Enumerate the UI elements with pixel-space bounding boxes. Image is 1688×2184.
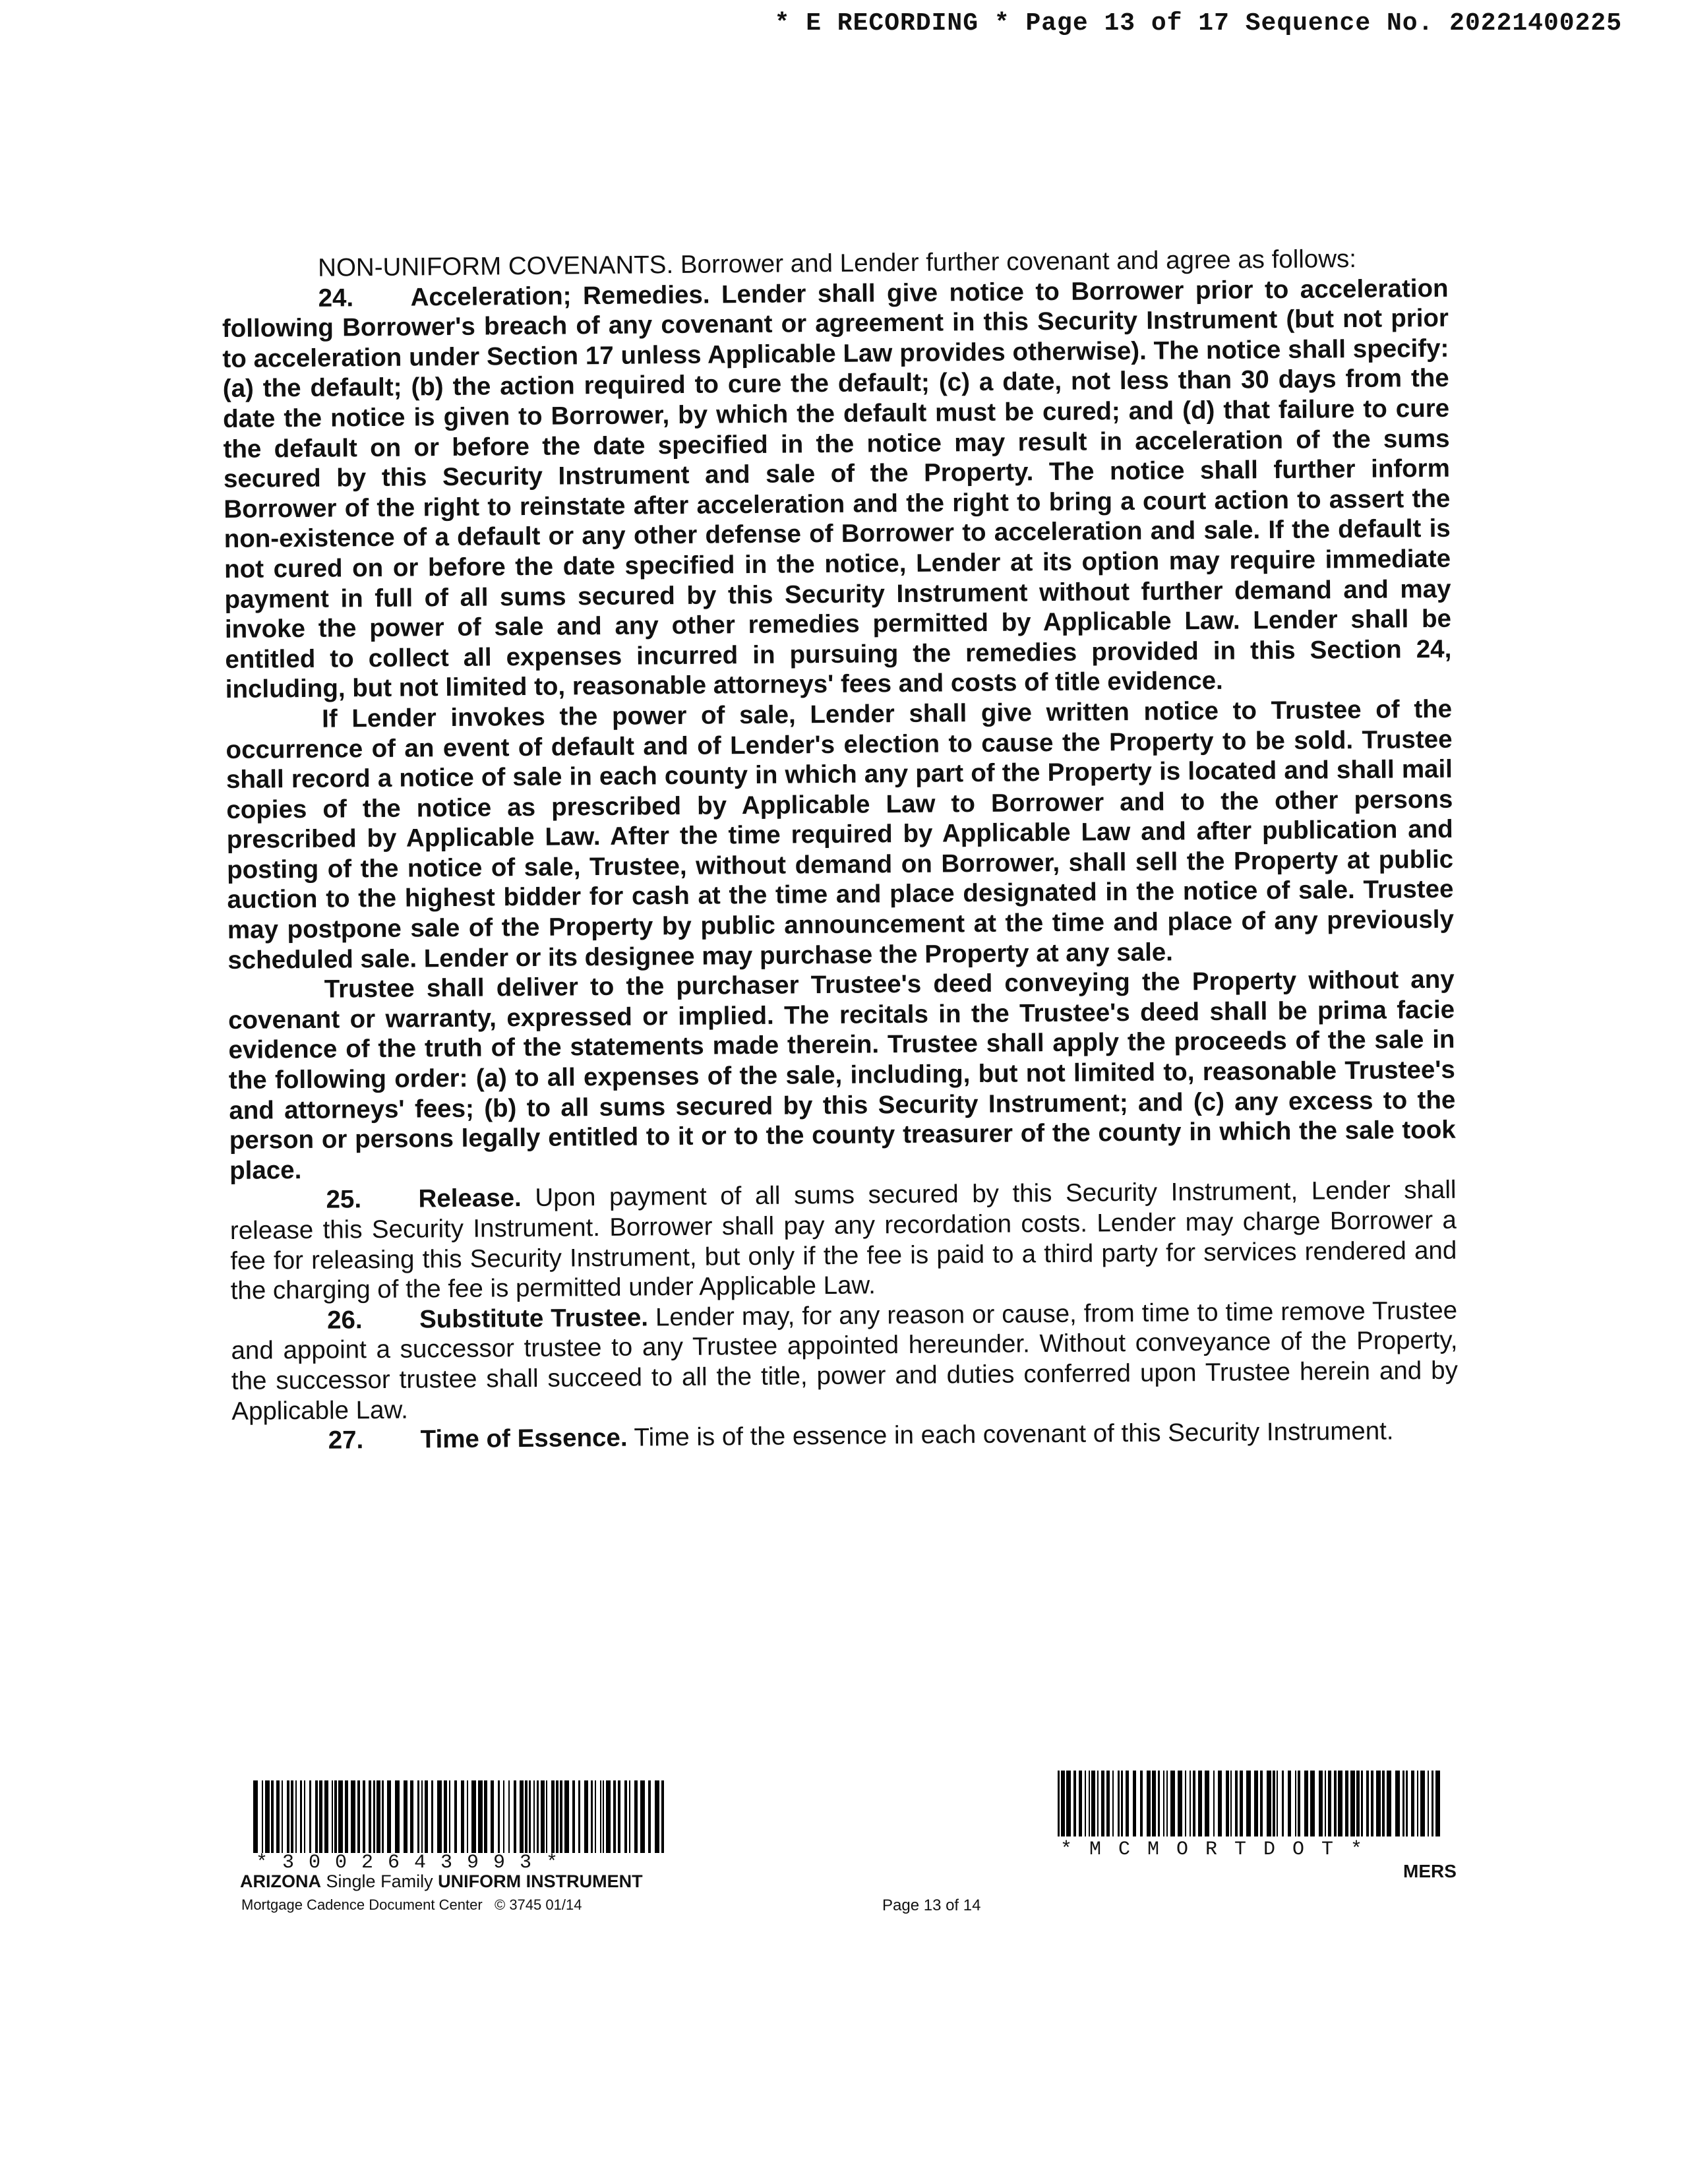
barcode-bar xyxy=(556,1780,558,1853)
form-type: Single Family xyxy=(326,1871,433,1891)
barcode-bar xyxy=(1361,1771,1363,1836)
barcode-bar xyxy=(1338,1771,1342,1836)
barcode-bar xyxy=(1435,1771,1440,1836)
barcode-bar xyxy=(634,1780,638,1853)
form-instrument: UNIFORM INSTRUMENT xyxy=(438,1871,643,1891)
barcode-bar xyxy=(1298,1771,1300,1836)
barcode-bar xyxy=(1295,1771,1296,1836)
barcode-bar xyxy=(271,1780,274,1853)
barcode-bar xyxy=(1193,1771,1195,1836)
barcode-bar xyxy=(537,1780,539,1853)
recording-header: * E RECORDING * Page 13 of 17 Sequence No. 20221400225 xyxy=(774,9,1622,38)
barcode-bar xyxy=(629,1780,630,1853)
barcode-bar xyxy=(357,1780,360,1853)
section-26-text: Lender may, for any reason or cause, from time to time remove Trustee and appoint a successor trustee to any Trustee appointed hereunder. Without conveyance of the Property, the successor trustee shall succeed to all the title, power and duties conferred upon Trustee herein and by Applicable Law. xyxy=(231,1296,1459,1426)
barcode-bar xyxy=(304,1780,305,1853)
barcode-bar xyxy=(603,1780,604,1853)
barcode-bar xyxy=(1140,1771,1143,1836)
barcode-bar xyxy=(431,1780,433,1853)
barcode-bar xyxy=(425,1780,428,1853)
section-24-paragraph-1 xyxy=(222,273,1451,705)
barcode-bar xyxy=(591,1780,593,1853)
barcode-bar xyxy=(1089,1771,1090,1836)
barcode-bar xyxy=(624,1780,627,1853)
barcode-bar xyxy=(1166,1771,1168,1836)
barcode-bar xyxy=(467,1780,468,1853)
intro-rest: Borrower and Lender further covenant and agree as follows: xyxy=(680,244,1357,279)
barcode-bar xyxy=(541,1780,545,1853)
barcode-bar xyxy=(461,1780,464,1853)
barcode-bar xyxy=(1288,1771,1291,1836)
barcode-left-digits: *3002643993* xyxy=(256,1852,573,1874)
barcode-bar xyxy=(444,1780,447,1853)
barcode-bar xyxy=(606,1780,611,1853)
barcode-bar xyxy=(363,1780,365,1853)
barcode-bar xyxy=(1387,1771,1391,1836)
form-publisher-line xyxy=(241,1896,582,1914)
barcode-bar xyxy=(1061,1771,1065,1836)
barcode-bar xyxy=(369,1780,371,1853)
section-24-text-1: Lender shall give notice to Borrower prior to acceleration following Borrower's breach of any covenant or agreement in this Security Instrument (but not prior to acceleration under Section 17 unless Applicable Law provides otherwise). The notice shall specify: (a) the default; (b) the action required to cure the default; (c) a date, not less than 30 days from the date the notice is given to Borrower, by which the default must be cured; and (d) that failure to cure the default on or before the date specified in the notice may result in acceleration of the sums secured by this Security Instrument and sale of the Property. The notice shall further inform Borrower of the right to reinstate after acceleration and the right to bring a court action to assert the non-existence of a default or any other defense of Borrower to acceleration and sale. If the default is not cured on or before the date specified in the notice, Lender at its option may require immediate payment in full of all sums secured by this Security Instrument without further demand and may invoke the power of sale and any other remedies permitted by Applicable Law. Lender shall be entitled to collect all expenses incurred in pursuing the remedies provided in this Section 24, including, but not limited to, reasonable attorneys' fees and costs of title evidence. xyxy=(222,274,1452,704)
section-27-title: Time of Essence. xyxy=(420,1423,628,1454)
barcode-bar xyxy=(1432,1771,1433,1836)
barcode-bar xyxy=(1218,1771,1222,1836)
barcode-bar xyxy=(1213,1771,1215,1836)
barcode-bar xyxy=(525,1780,528,1853)
barcode-bar xyxy=(1178,1771,1182,1836)
barcode-bar xyxy=(265,1780,270,1853)
barcode-bar xyxy=(324,1780,328,1853)
barcode-bar xyxy=(498,1780,500,1853)
barcode-bar xyxy=(600,1780,601,1853)
barcode-bar xyxy=(373,1780,375,1853)
barcode-bar xyxy=(478,1780,483,1853)
barcode-bar xyxy=(295,1780,297,1853)
barcode-bar xyxy=(560,1780,562,1853)
barcode-bar xyxy=(1420,1771,1425,1836)
barcode-bar xyxy=(572,1780,575,1853)
barcode-bar xyxy=(332,1780,333,1853)
barcode-bar xyxy=(655,1780,659,1853)
barcode-bar xyxy=(1106,1771,1110,1836)
barcode-bar xyxy=(546,1780,547,1853)
barcode-bar xyxy=(421,1780,423,1853)
barcode-bar xyxy=(287,1780,289,1853)
barcode-bar xyxy=(1121,1771,1123,1836)
barcode-bar xyxy=(514,1780,516,1853)
section-24-number: 24. xyxy=(318,283,354,313)
section-26-title: Substitute Trustee. xyxy=(419,1303,649,1334)
barcode-bar xyxy=(1170,1771,1175,1836)
barcode-bar xyxy=(1118,1771,1120,1836)
barcode-bar xyxy=(1163,1771,1164,1836)
barcode-bar xyxy=(1058,1771,1060,1836)
barcode-bar xyxy=(1254,1771,1258,1836)
barcode-bar xyxy=(1240,1771,1243,1836)
barcode-bar xyxy=(1158,1771,1160,1836)
barcode-bar xyxy=(1198,1771,1202,1836)
barcode-bar xyxy=(291,1780,293,1853)
barcode-bar xyxy=(449,1780,450,1853)
barcode-bar xyxy=(1382,1771,1385,1836)
section-27-text: Time is of the essence in each covenant of this Security Instrument. xyxy=(634,1416,1394,1452)
barcode-bar xyxy=(300,1780,302,1853)
barcode-bar xyxy=(648,1780,651,1853)
barcode-bar xyxy=(1267,1771,1271,1836)
barcode-bar xyxy=(377,1780,380,1853)
barcode-bar xyxy=(315,1780,318,1853)
section-27-number: 27. xyxy=(328,1426,364,1455)
barcode-bar xyxy=(1282,1771,1284,1836)
barcode-bar xyxy=(661,1780,664,1853)
barcode-bar xyxy=(1376,1771,1381,1836)
barcode-bar xyxy=(1325,1771,1326,1836)
barcode-bar xyxy=(1091,1771,1095,1836)
barcode-bar xyxy=(1310,1771,1315,1836)
section-25-title: Release. xyxy=(418,1184,522,1213)
barcode-bar xyxy=(520,1780,524,1853)
section-25-number: 25. xyxy=(326,1185,362,1215)
section-25-paragraph xyxy=(229,1175,1457,1306)
barcode-bar xyxy=(613,1780,616,1853)
barcode-bar xyxy=(395,1780,400,1853)
barcode-bar xyxy=(1205,1771,1209,1836)
page-number: Page 13 of 14 xyxy=(882,1896,981,1914)
barcode-bar xyxy=(1101,1771,1104,1836)
barcode-bar xyxy=(533,1780,535,1853)
barcode-bar xyxy=(564,1780,569,1853)
barcode-bar xyxy=(345,1780,348,1853)
barcode-bar xyxy=(508,1780,510,1853)
form-state: ARIZONA xyxy=(240,1871,321,1891)
barcode-bar xyxy=(503,1780,504,1853)
barcode-bar xyxy=(1147,1771,1151,1836)
barcode-bar xyxy=(1273,1771,1275,1836)
section-26-paragraph xyxy=(231,1295,1459,1426)
barcode-bar xyxy=(578,1780,580,1853)
barcode-bar xyxy=(1152,1771,1156,1836)
barcode-bar xyxy=(1428,1771,1429,1836)
barcode-bar xyxy=(584,1780,588,1853)
barcode-bar xyxy=(1395,1771,1400,1836)
form-title xyxy=(240,1871,643,1892)
barcode-bar xyxy=(1073,1771,1076,1836)
section-25-text: Upon payment of all sums secured by this Security Instrument, Lender shall release this Security Instrument. Borrower shall pay any recordation costs. Lender may charge Borrower a fee for releasing this Security Instrument, but only if the fee is paid to a third party for services rendered and the charging of the fee is permitted under Applicable Law. xyxy=(229,1176,1457,1306)
barcode-bar xyxy=(640,1780,645,1853)
form-publisher: Mortgage Cadence Document Center xyxy=(241,1896,483,1913)
barcode-bar xyxy=(1185,1771,1186,1836)
barcode-bar xyxy=(1406,1771,1408,1836)
barcode-bar xyxy=(1246,1771,1251,1836)
barcode-bar xyxy=(1304,1771,1308,1836)
barcode-bar xyxy=(1126,1771,1129,1836)
intro-lead: NON-UNIFORM COVENANTS. xyxy=(318,251,674,282)
barcode-bar xyxy=(253,1780,258,1853)
barcode-bar xyxy=(382,1780,384,1853)
barcode-bar xyxy=(1226,1771,1229,1836)
mers-label: MERS xyxy=(1403,1861,1457,1881)
barcode-bar xyxy=(1345,1771,1348,1836)
barcode-bar xyxy=(1133,1771,1136,1836)
barcode-bar xyxy=(319,1780,322,1853)
barcode-bar xyxy=(410,1780,413,1853)
barcode-bar xyxy=(1066,1771,1071,1836)
barcode-bar xyxy=(1371,1771,1373,1836)
barcode-bar xyxy=(1350,1771,1355,1836)
barcode-bar xyxy=(262,1780,263,1853)
barcode-bar xyxy=(1260,1771,1263,1836)
barcode-bar xyxy=(282,1780,283,1853)
barcode-bar xyxy=(1402,1771,1404,1836)
barcode-bar xyxy=(1230,1771,1232,1836)
barcode-bar xyxy=(1112,1771,1114,1836)
barcode-bar xyxy=(1235,1771,1238,1836)
form-code: © 3745 01/14 xyxy=(495,1896,582,1913)
barcode-bar xyxy=(1085,1771,1086,1836)
barcode-bar xyxy=(1277,1771,1278,1836)
section-24-paragraph-2: If Lender invokes the power of sale, Lender shall give written notice to Trustee of the occurrence of an event of default and of Lender's election to cause the Property to be sold. Trustee shall record a notice of sale in each county in which any part of the Property is located and shall mail copies of the notice as prescribed by Applicable Law to Borrower and to the other persons prescribed by Applicable Law. After the time required by Applicable Law and after publication and posting of the notice of sale, Trustee, without demand on Borrower, shall sell the Property at public auction to the highest bidder for cash at the time and place designated in the notice of sale. Trustee may postpone sale of the Property by public announcement at the time and place of any previously scheduled sale. Lender or its designee may purchase the Property at any sale. xyxy=(226,694,1455,975)
barcode-bar xyxy=(551,1780,555,1853)
barcode-bar xyxy=(338,1780,343,1853)
barcode-bar xyxy=(1411,1771,1414,1836)
barcode-bar xyxy=(404,1780,407,1853)
barcode-bar xyxy=(618,1780,620,1853)
barcode-bar xyxy=(351,1780,355,1853)
barcode-bar xyxy=(1097,1771,1099,1836)
section-24-paragraph-3: Trustee shall deliver to the purchaser Trustee's deed conveying the Property without any covenant or warranty, expressed or implied. The recitals in the Trustee's deed shall be prima facie evidence of the truth of the statements made therein. Trustee shall apply the proceeds of the sale in the following order: (a) to all expenses of the sale, including, but not limited to, reasonable Trustee's and attorneys' fees; (b) to all sums secured by this Security Instrument; and (c) any excess to the person or persons legally entitled to it or to the county treasurer of the county in which the sale took place. xyxy=(227,965,1456,1185)
barcode-bar xyxy=(491,1780,494,1853)
barcode-bar xyxy=(1079,1771,1082,1836)
barcode-bar xyxy=(334,1780,337,1853)
barcode-right-digits: *MCMORTDOT* xyxy=(1060,1838,1380,1861)
barcode-bar xyxy=(1417,1771,1418,1836)
barcode-bar xyxy=(309,1780,311,1853)
barcode-bar xyxy=(471,1780,476,1853)
section-26-number: 26. xyxy=(326,1305,363,1335)
barcode-bar xyxy=(437,1780,442,1853)
barcode-bar xyxy=(1366,1771,1369,1836)
barcode-bar xyxy=(454,1780,457,1853)
covenants-body xyxy=(222,243,1459,1457)
barcode-bar xyxy=(529,1780,531,1853)
barcode-bar xyxy=(387,1780,391,1853)
barcode-bar xyxy=(1334,1771,1337,1836)
barcode-bar xyxy=(595,1780,596,1853)
barcode-bar xyxy=(417,1780,419,1853)
barcode-bar xyxy=(484,1780,487,1853)
barcode-bar xyxy=(1190,1771,1191,1836)
barcode-bar xyxy=(1319,1771,1323,1836)
barcode-bar xyxy=(1328,1771,1331,1836)
barcode-bar xyxy=(276,1780,280,1853)
section-24-title: Acceleration; Remedies. xyxy=(410,280,710,312)
barcode-bar xyxy=(1356,1771,1360,1836)
